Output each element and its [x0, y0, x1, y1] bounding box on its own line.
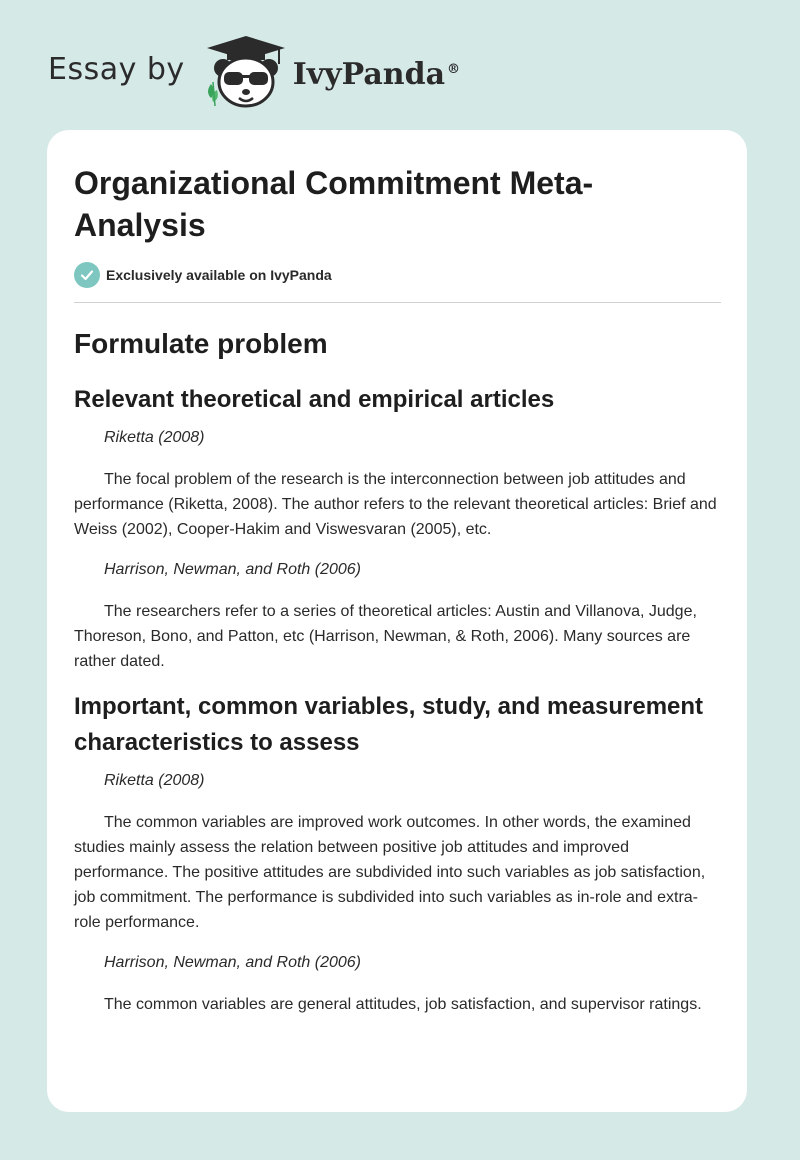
- paragraph: The focal problem of the research is the interconnection between job attitudes and performance (Riketta, 2008). The author refers to the relevant theoretical articles: Brief and Weiss (2002), Cooper-Hakim and Viswesvaran (2005), etc.: [74, 471, 717, 538]
- paragraph: The common variables are general attitudes, job satisfaction, and supervisor ratings.: [104, 996, 702, 1013]
- paragraph: The common variables are improved work outcomes. In other words, the examined studies mainly assess the relation between positive job attitudes and improved performance. The positive attitudes are subdivided into such variables as job satisfaction, job commitment. The performance is subdivided into such variables as in-role and extra-role performance.: [74, 814, 706, 931]
- subsection-heading: Important, common variables, study, and measurement characteristics to assess: [74, 693, 704, 756]
- divider: [74, 302, 721, 303]
- registered-mark: ®: [447, 61, 461, 77]
- check-icon: [74, 262, 100, 288]
- essay-by-label: Essay by: [48, 51, 185, 87]
- citation: Riketta (2008): [104, 772, 205, 789]
- exclusive-badge: [74, 262, 721, 288]
- essay-card: [47, 130, 747, 1112]
- subsection-heading: Relevant theoretical and empirical articles: [74, 386, 555, 413]
- brand-name[interactable]: IvyPanda ®: [292, 56, 461, 92]
- paragraph: The researchers refer to a series of theoretical articles: Austin and Villanova, Judge, Thoreson, Bono, and Patton, etc (Harrison, Newman, & Roth, 2006). Many sources are rather dated.: [74, 603, 697, 670]
- citation: Harrison, Newman, and Roth (2006): [104, 561, 362, 578]
- badge-text: Exclusively available on IvyPanda: [106, 267, 332, 283]
- panda-logo-icon[interactable]: [203, 34, 289, 110]
- page-title: Organizational Commitment Meta-Analysis: [74, 165, 594, 243]
- site-header: [48, 34, 460, 110]
- citation: Harrison, Newman, and Roth (2006): [104, 954, 362, 971]
- citation: Riketta (2008): [104, 429, 205, 446]
- section-heading: Formulate problem: [74, 328, 328, 359]
